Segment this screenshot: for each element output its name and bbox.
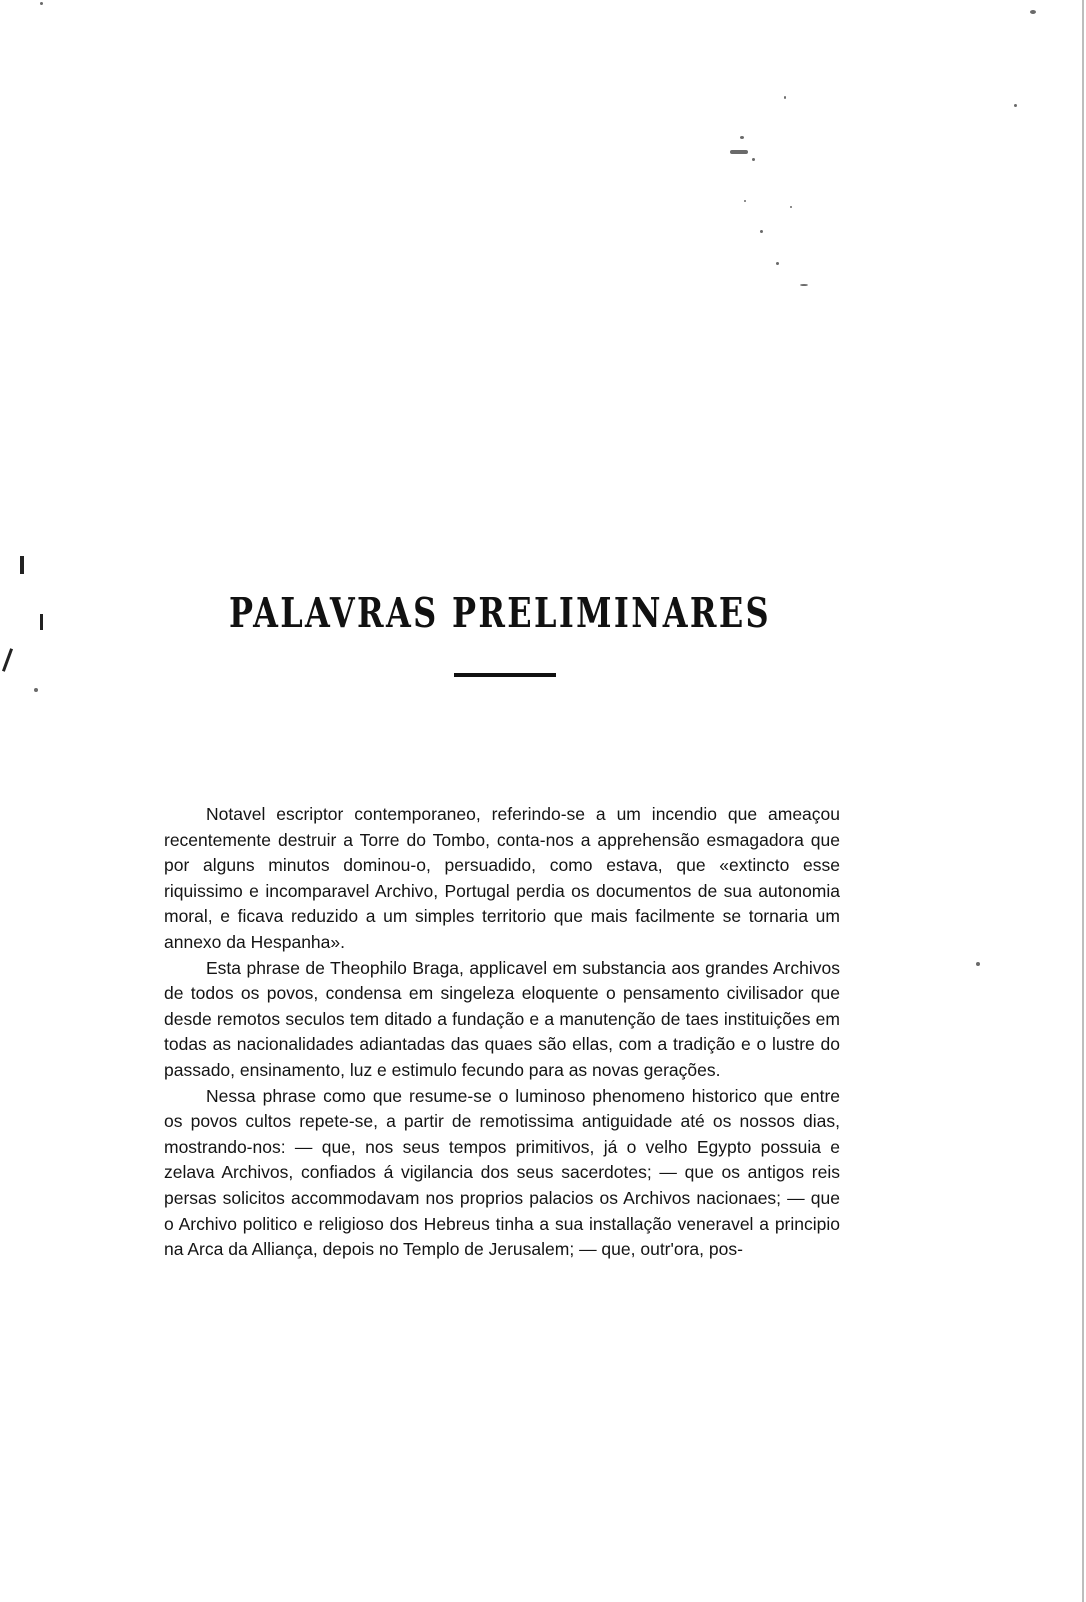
- body-text: [164, 802, 840, 1263]
- scan-speck: [800, 284, 808, 286]
- scan-speck: [790, 206, 792, 208]
- scan-speck: [1030, 10, 1036, 14]
- scan-speck: [784, 96, 786, 99]
- title-divider: [454, 673, 556, 677]
- paragraph-1: Notavel escriptor contemporaneo, referindo-se a um incendio que ameaçou recentemente destruir a Torre do Tombo, conta-nos a apprehensão esmagadora que por alguns minutos dominou-o, persuadido, como estava, que «extincto esse riquissimo e incomparavel Archivo, Portugal perdia os documentos de sua autonomia moral, e ficava reduzido a um simples territorio que mais facilmente se tornaria um annexo da Hespanha».: [164, 804, 840, 952]
- scan-speck: [1014, 104, 1017, 107]
- scan-speck: [744, 200, 746, 202]
- scan-speck: [976, 962, 980, 966]
- scan-speck: [40, 2, 43, 5]
- scan-edge-right: [1082, 0, 1084, 1602]
- paragraph-3: Nessa phrase como que resume-se o luminoso phenomeno historico que entre os povos cultos repete-se, a partir de remotissima antiguidade até os nossos dias, mostrando-nos: — que, nos seus tempos primitivos, já o velho Egypto possuia e zelava Archivos, confiados á vigilancia dos seus sacerdotes; — que os antigos reis persas solicitos accommodavam nos proprios palacios os Archivos nacionaes; — que o Archivo politico e religioso dos Hebreus tinha a sua installação veneravel a principio na Arca da Alliança, depois no Templo de Jerusalem; — que, outr'ora, pos-: [164, 1085, 840, 1260]
- scan-speck: [776, 262, 779, 265]
- scan-speck: [730, 150, 748, 154]
- margin-mark: [20, 556, 24, 574]
- scan-speck: [760, 230, 763, 233]
- margin-mark: [40, 614, 43, 630]
- paragraph-2: Esta phrase de Theophilo Braga, applicavel em substancia aos grandes Archivos de todos os povos, condensa em singeleza eloquente o pensamento civilisador que desde remotos seculos tem ditado a fundação e a manutenção de taes instituições em todas as nacionalidades adiantadas das quaes são ellas, com a tradição e o lustre do passado, ensinamento, luz e estimulo fecundo para as novas gerações.: [164, 957, 840, 1080]
- margin-mark: [2, 648, 13, 672]
- page-title: PALAVRAS PRELIMINARES: [229, 589, 771, 638]
- scan-speck: [752, 158, 755, 161]
- scan-speck: [740, 136, 744, 139]
- scan-speck: [34, 688, 38, 692]
